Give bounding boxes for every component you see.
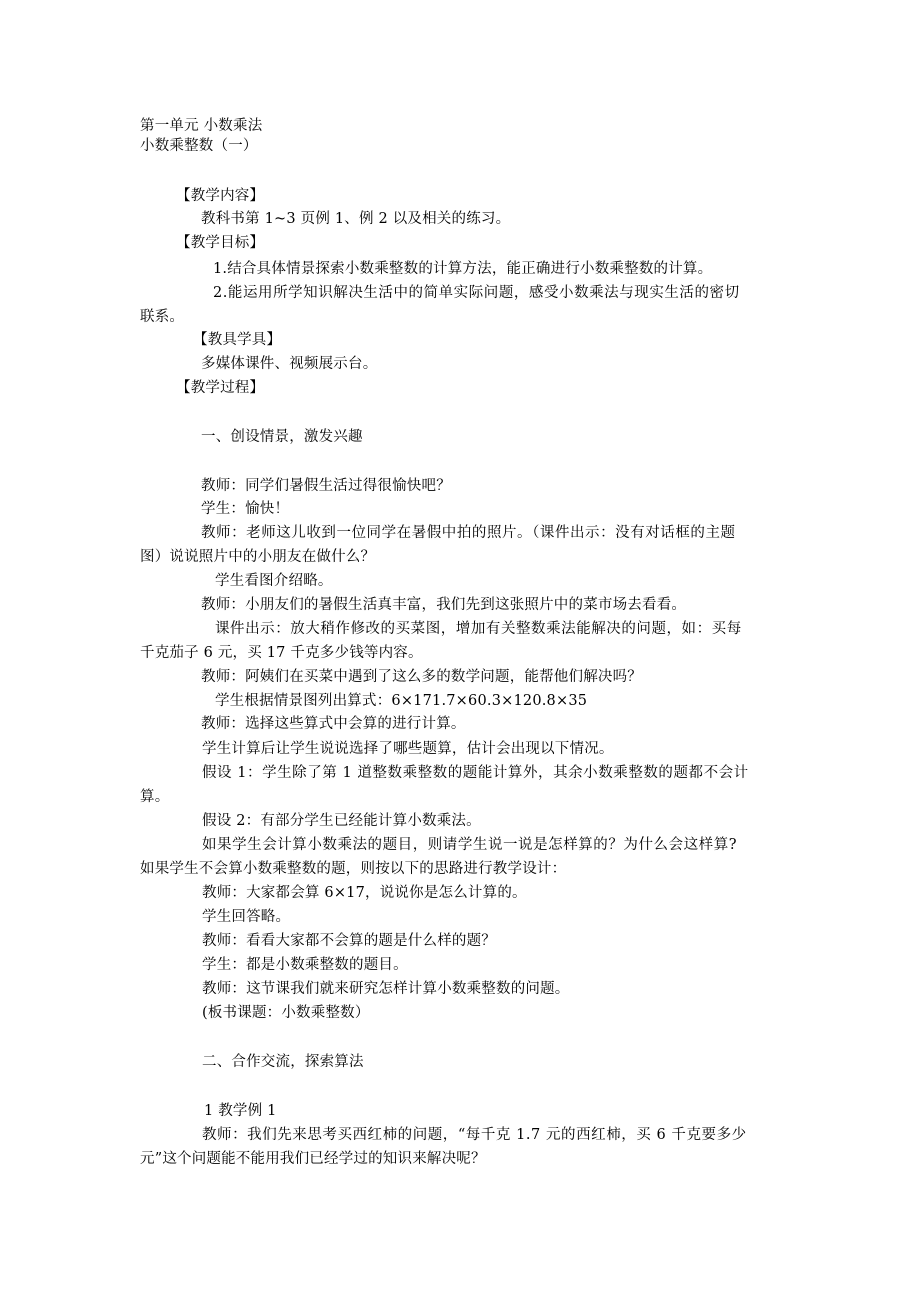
unit-heading: 第一单元 小数乘法	[140, 118, 263, 134]
paragraph: 多媒体课件、视频展示台。	[201, 356, 378, 372]
section-heading-process: 【教学过程】	[176, 380, 265, 396]
dialogue-line: 教师：阿姨们在买菜中遇到了这么多的数学问题，能帮他们解决吗？	[201, 669, 642, 685]
paragraph-continuation: 联系。	[140, 309, 185, 325]
paragraph-continuation: 图）说说照片中的小朋友在做什么？	[140, 549, 376, 565]
dialogue-line: 教师：大家都会算 6×17，说说你是怎么计算的。	[202, 885, 527, 901]
paragraph: 如果学生不会算小数乘整数的题，则按以下的思路进行教学设计：	[140, 861, 567, 877]
paragraph-continuation: 元”这个问题能不能用我们已经学过的知识来解决呢？	[140, 1151, 486, 1167]
dialogue-line: 教师：看看大家都不会算的题是什么样的题？	[202, 933, 496, 949]
goal-item-2: 2.能运用所学知识解决生活中的简单实际问题，感受小数乘法与现实生活的密切	[213, 285, 740, 301]
dialogue-line: 学生看图介绍略。	[215, 573, 333, 589]
dialogue-line: 教师：选择这些算式中会算的进行计算。	[201, 716, 466, 732]
board-title-note: (板书课题：小数乘整数）	[202, 1005, 370, 1021]
paragraph: 如果学生会计算小数乘法的题目，则请学生说一说是怎样算的？为什么会这样算?	[202, 837, 738, 853]
paragraph: 假设 2：有部分学生已经能计算小数乘法。	[202, 813, 481, 829]
section-heading-goals: 【教学目标】	[176, 235, 265, 251]
dialogue-line: 学生根据情景图列出算式：6×171.7×60.3×120.8×35	[215, 693, 588, 709]
dialogue-line: 教师：同学们暑假生活过得很愉快吧？	[201, 478, 451, 494]
dialogue-line: 教师：我们先来思考买西红柿的问题，“每千克 1.7 元的西红柿，买 6 千克要多少	[202, 1127, 747, 1143]
dialogue-line: 教师：这节课我们就来研究怎样计算小数乘整数的问题。	[202, 981, 570, 997]
subsection-heading-1: 一、创设情景，激发兴趣	[201, 429, 363, 445]
paragraph: 假设 1：学生除了第 1 道整数乘整数的题能计算外，其余小数乘整数的题都不会计	[202, 765, 749, 781]
paragraph-continuation: 算。	[140, 789, 170, 805]
paragraph: 学生计算后让学生说说选择了哪些题算，估计会出现以下情况。	[202, 741, 614, 757]
example-heading: 1 教学例 1	[204, 1103, 277, 1119]
dialogue-line: 学生：都是小数乘整数的题目。	[202, 957, 408, 973]
subsection-heading-2: 二、合作交流，探索算法	[202, 1054, 364, 1070]
dialogue-line: 教师：老师这儿收到一位同学在暑假中拍的照片。（课件出示：没有对话框的主题	[201, 525, 736, 541]
section-heading-tools: 【教具学具】	[193, 332, 282, 348]
dialogue-line: 课件出示：放大稍作修改的买菜图，增加有关整数乘法能解决的问题，如：买每	[215, 621, 742, 637]
section-heading-content: 【教学内容】	[176, 188, 265, 204]
lesson-title: 小数乘整数（一）	[140, 138, 258, 154]
dialogue-line: 教师：小朋友们的暑假生活真丰富，我们先到这张照片中的菜市场去看看。	[201, 597, 687, 613]
dialogue-line: 学生：愉快！	[201, 501, 290, 517]
paragraph-continuation: 千克茄子 6 元，买 17 千克多少钱等内容。	[140, 645, 423, 661]
goal-item-1: 1.结合具体情景探索小数乘整数的计算方法，能正确进行小数乘整数的计算。	[213, 261, 713, 277]
dialogue-line: 学生回答略。	[202, 909, 291, 925]
paragraph: 教科书第 1~3 页例 1、例 2 以及相关的练习。	[201, 211, 511, 227]
